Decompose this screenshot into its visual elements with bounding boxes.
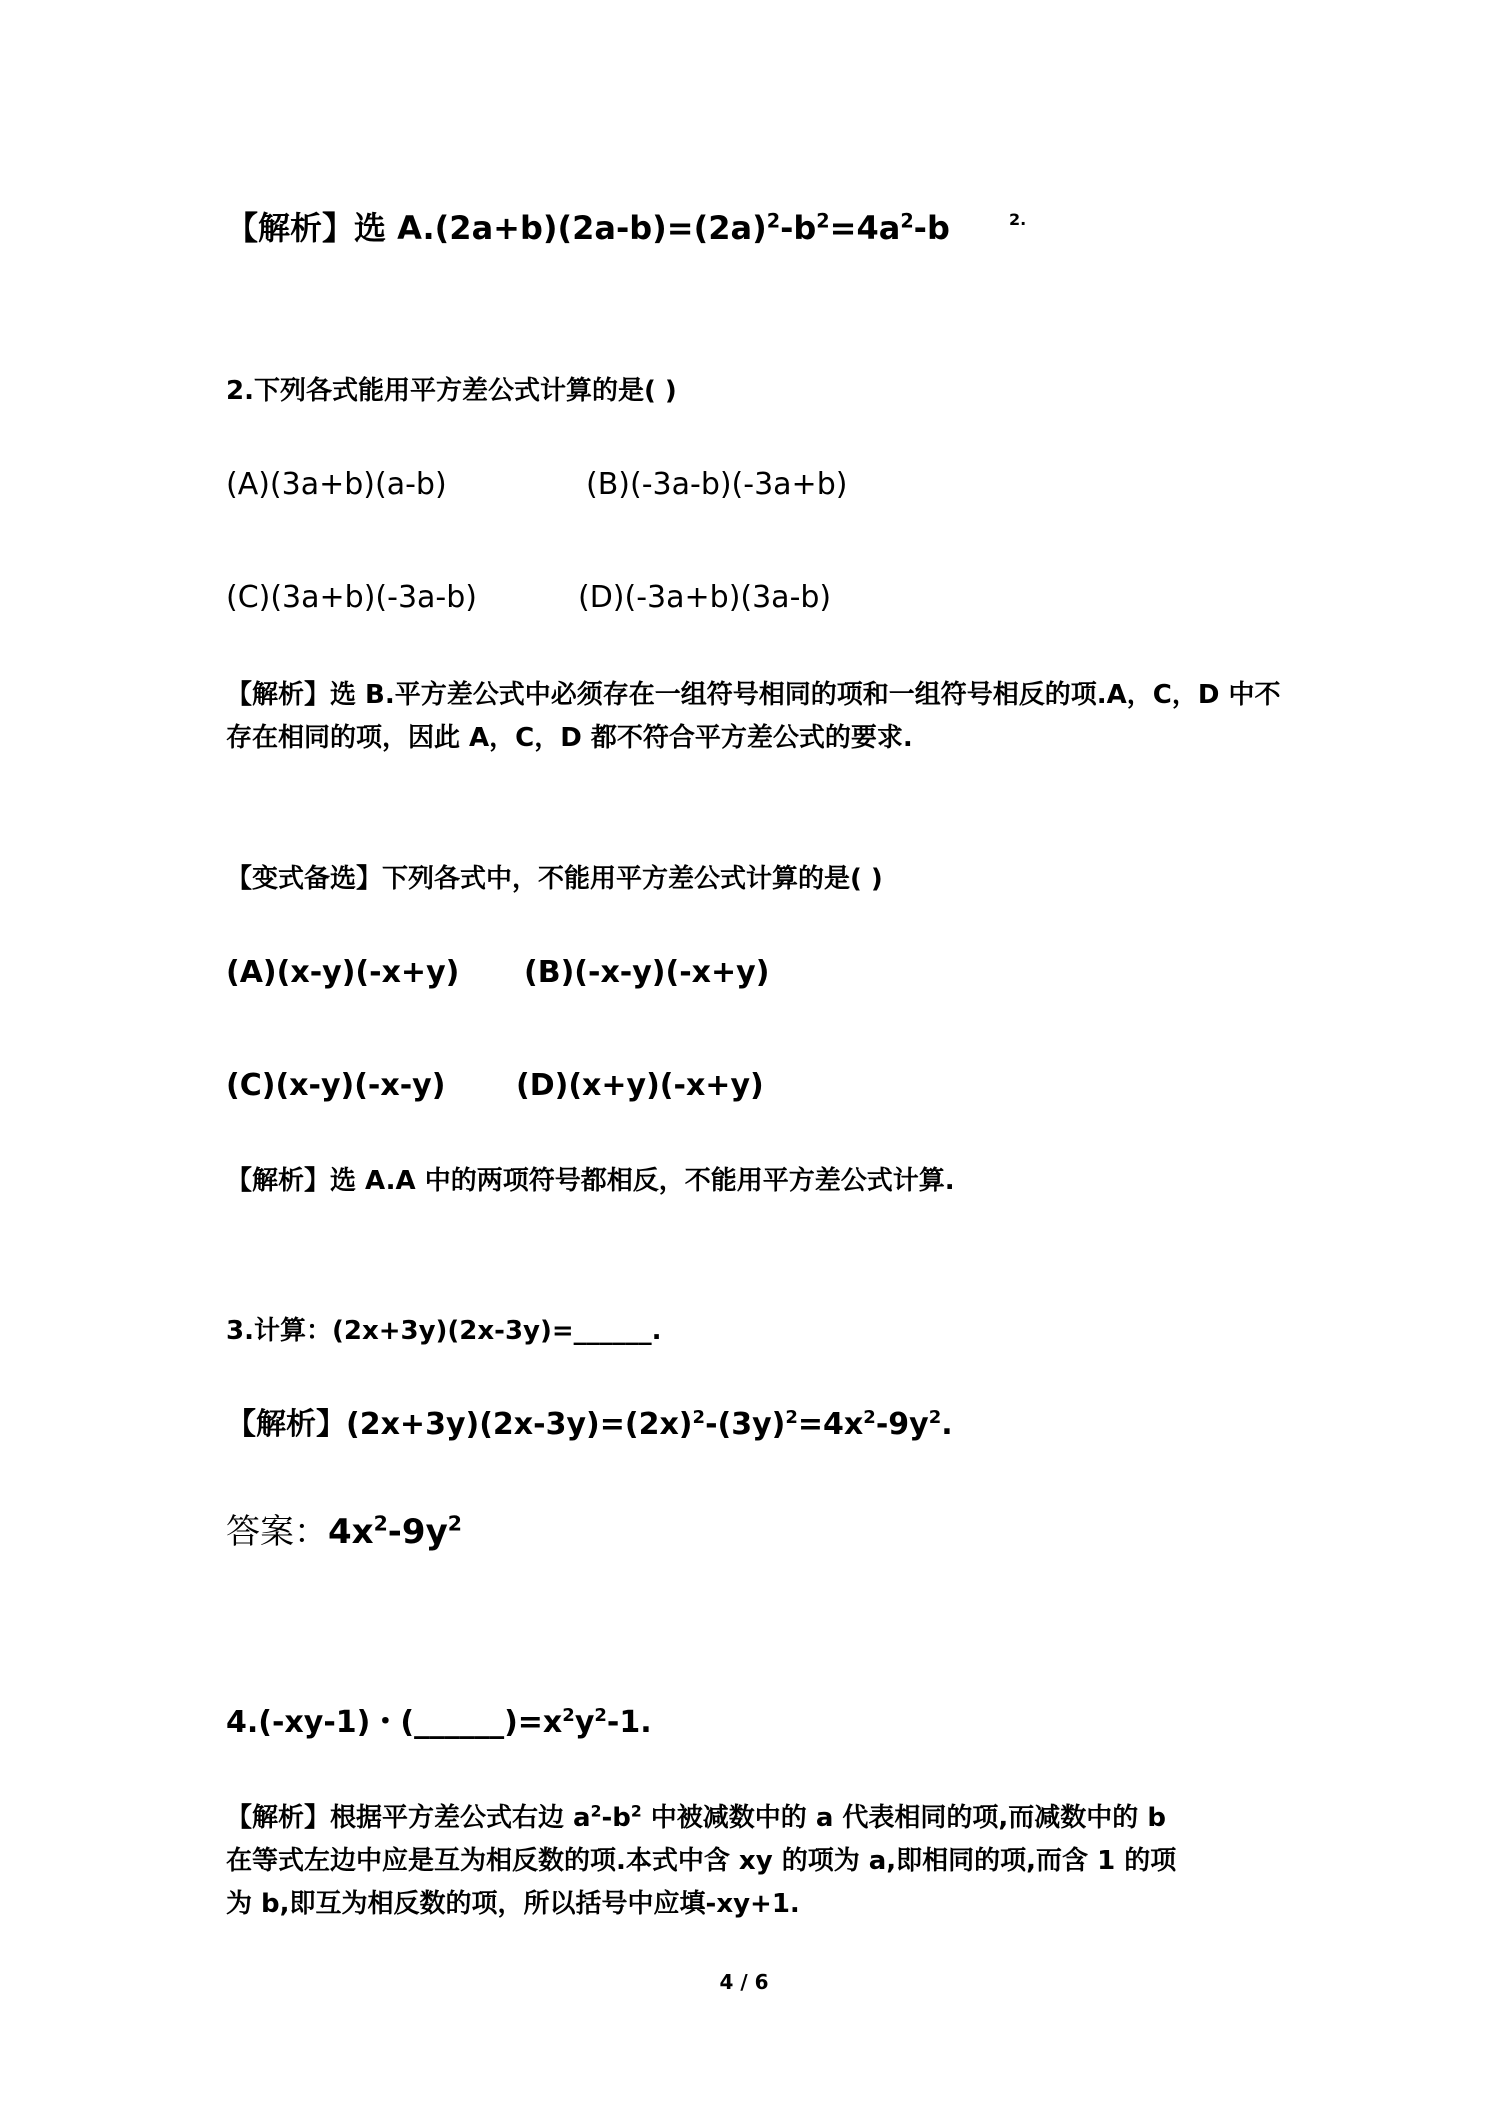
variant-option-a: (A)(x-y)(-x+y) bbox=[226, 955, 460, 990]
variant-solution: 【解析】选 A.A 中的两项符号都相反，不能用平方差公式计算. bbox=[226, 1166, 955, 1196]
q2-options-row-2 bbox=[226, 580, 832, 615]
q2-options-row-1 bbox=[226, 467, 848, 502]
solution-text: 中被减数中的 a 代表相同的项,而减数中的 b bbox=[641, 1803, 1166, 1833]
solution-text: -b bbox=[601, 1803, 631, 1833]
q4-solution-line-3: 为 b,即互为相反数的项，所以括号中应填-xy+1. bbox=[226, 1889, 800, 1919]
q4-solution-line-1 bbox=[226, 1802, 1166, 1833]
q1-solution bbox=[226, 209, 1027, 247]
variant-option-b: (B)(-x-y)(-x+y) bbox=[524, 955, 770, 990]
answer-label: 答案： bbox=[226, 1512, 328, 1552]
solution-text: =4a bbox=[829, 209, 901, 247]
question-text: -1. bbox=[606, 1705, 652, 1740]
q2-option-a: (A)(3a+b)(a-b) bbox=[226, 467, 447, 502]
superscript: 2 bbox=[447, 1511, 462, 1536]
superscript: 2 bbox=[863, 1407, 876, 1428]
variant-stem: 【变式备选】下列各式中，不能用平方差公式计算的是( ) bbox=[226, 864, 883, 894]
superscript: 2 bbox=[785, 1407, 798, 1428]
answer-text: -9y bbox=[387, 1512, 448, 1552]
solution-text: 【解析】(2x+3y)(2x-3y)=(2x) bbox=[226, 1407, 693, 1442]
trailing-superscript: 2. bbox=[1009, 210, 1027, 229]
q2-stem: 2.下列各式能用平方差公式计算的是( ) bbox=[226, 376, 677, 406]
superscript: 2 bbox=[766, 209, 781, 233]
variant-option-c: (C)(x-y)(-x-y) bbox=[226, 1068, 446, 1103]
solution-label: 【解析】 bbox=[226, 209, 355, 247]
superscript: 2 bbox=[630, 1802, 642, 1821]
page-number: 4 / 6 bbox=[719, 1970, 769, 1994]
q3-stem: 3.计算：(2x+3y)(2x-3y)=______. bbox=[226, 1316, 662, 1346]
q3-solution bbox=[226, 1407, 953, 1442]
question-text: y bbox=[574, 1705, 595, 1740]
variant-options-row-2 bbox=[226, 1068, 764, 1103]
q4-solution-line-2: 在等式左边中应是互为相反数的项.本式中含 xy 的项为 a,即相同的项,而含 1 的项 bbox=[226, 1846, 1177, 1876]
solution-text: -9y bbox=[875, 1407, 929, 1442]
q3-answer bbox=[226, 1511, 462, 1552]
superscript: 2 bbox=[928, 1407, 942, 1428]
superscript: 2 bbox=[590, 1802, 602, 1821]
superscript: 2 bbox=[562, 1705, 575, 1726]
variant-options-row-1 bbox=[226, 955, 770, 990]
superscript: 2 bbox=[594, 1705, 607, 1726]
solution-text: 【解析】根据平方差公式右边 a bbox=[226, 1803, 591, 1833]
superscript: 2 bbox=[692, 1407, 706, 1428]
q2-option-d: (D)(-3a+b)(3a-b) bbox=[578, 580, 832, 615]
q4-stem bbox=[226, 1705, 652, 1740]
solution-text: -(3y) bbox=[705, 1407, 786, 1442]
question-text: 4.(-xy-1)・(______)=x bbox=[226, 1705, 563, 1740]
superscript: 2 bbox=[816, 209, 830, 233]
q2-option-b: (B)(-3a-b)(-3a+b) bbox=[586, 467, 848, 502]
q2-option-c: (C)(3a+b)(-3a-b) bbox=[226, 580, 477, 615]
solution-text: =4x bbox=[797, 1407, 864, 1442]
q2-solution: 【解析】选 B.平方差公式中必须存在一组符号相同的项和一组符号相反的项.A，C，D 中不存在相同的项，因此 A，C，D 都不符合平方差公式的要求. bbox=[226, 680, 1281, 753]
solution-text: 选 A.(2a+b)(2a-b)=(2a) bbox=[354, 209, 767, 247]
solution-text: . bbox=[941, 1407, 953, 1442]
superscript: 2 bbox=[373, 1511, 388, 1536]
answer-text: 4x bbox=[328, 1512, 374, 1552]
superscript: 2 bbox=[900, 209, 914, 233]
variant-option-d: (D)(x+y)(-x+y) bbox=[516, 1068, 764, 1103]
solution-text: -b bbox=[780, 209, 817, 247]
solution-text: -b bbox=[913, 209, 950, 247]
